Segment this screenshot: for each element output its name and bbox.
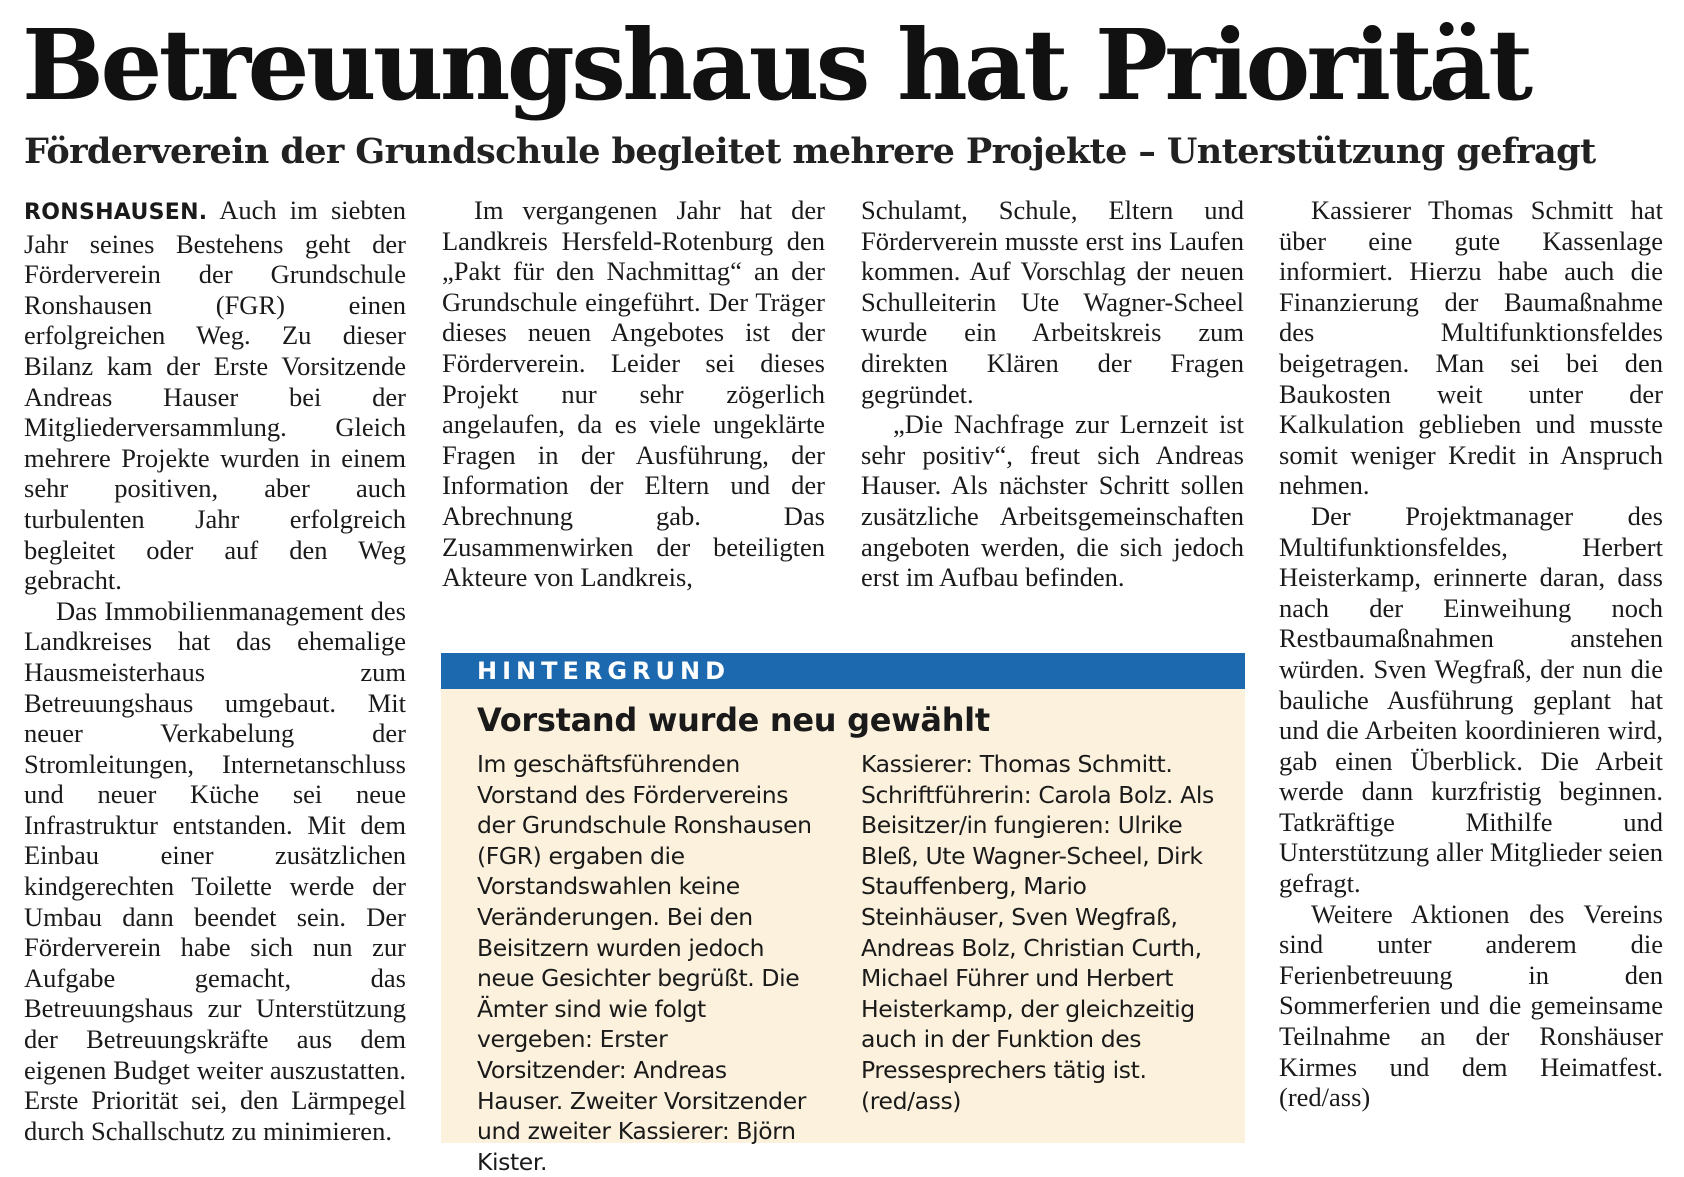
article-paragraph xyxy=(24,195,406,596)
info-box-title: Vorstand wurde neu gewählt xyxy=(477,701,990,739)
article-paragraph: „Die Nachfrage zur Lernzeit ist sehr positiv“, freut sich Andreas Hauser. Als nächster Schritt sollen zusätzliche Arbeitsgemeinschaften angeboten werden, die sich jedoch erst im Aufbau befinden. xyxy=(861,409,1244,593)
article-paragraph: Das Immobilienmanagement des Landkreises hat das ehemalige Hausmeisterhaus zum Betreuungshaus umgebaut. Mit neuer Verkabelung der Stromleitungen, Internetanschluss und neuer Küche sei neue Infrastruktur entstanden. Mit dem Einbau einer zusätzlichen kindgerechten Toilette werde der Umbau dann beendet sein. Der Förderverein habe sich nun zur Aufgabe gemacht, das Betreuungshaus zur Unterstützung der Betreuungskräfte aus dem eigenen Budget weiter auszustatten. Erste Priorität sei, den Lärmpegel durch Schallschutz zu minimieren. xyxy=(24,595,406,1146)
background-info-box xyxy=(441,653,1245,1176)
article-column-1 xyxy=(24,195,406,1146)
subheadline: Förderverein der Grundschule begleitet mehrere Projekte – Unterstützung gefragt xyxy=(24,131,1596,172)
info-box-text: Im geschäftsführenden Vorstand des Fördervereins der Grundschule Ronshausen (FGR) ergaben die Vorstandswahlen keine Veränderungen. Bei den Beisitzern wurden jedoch neue Gesichter begrüßt. Die Ämter sind wie folgt vergeben: Erster Vorsitzender: Andreas Hauser. Zweiter Vorsitzender und zweiter Kassierer: Björn Kister. xyxy=(477,750,812,1176)
info-box-column-2 xyxy=(861,749,1221,1116)
headline: Betreuungshaus hat Priorität xyxy=(22,8,1530,122)
article-column-3 xyxy=(861,195,1244,593)
article-column-2 xyxy=(442,195,825,593)
article-paragraph: Der Projektmanager des Multifunktionsfeldes, Herbert Heisterkamp, erinnerte daran, dass nach der Einweihung noch Restbaumaßnahmen anstehen würden. Sven Wegfraß, der nun die bauliche Ausführung geplant hat und die Arbeiten koordinieren wird, gab einen Überblick. Die Arbeit werde dann kurzfristig beginnen. Tatkräftige Mithilfe und Unterstützung aller Mitglieder seien gefragt. xyxy=(1279,500,1663,899)
article-paragraph: Kassierer Thomas Schmitt hat über eine gute Kassenlage informiert. Hierzu habe auch die Finanzierung der Baumaßnahme des Multifunktionsfeldes beigetragen. Man sei bei den Baukosten weit unter der Kalkulation geblieben und musste somit weniger Kredit in Anspruch nehmen. xyxy=(1279,195,1663,501)
article-paragraph: Weitere Aktionen des Vereins sind unter anderem die Ferienbetreuung in den Sommerferien und die gemeinsame Teilnahme an der Ronshäuser Kirmes und dem Heimatfest. (red/ass) xyxy=(1279,898,1663,1113)
paragraph-text: Auch im siebten Jahr seines Bestehens geht der Förderverein der Grundschule Ronshausen (FGR) einen erfolgreichen Weg. Zu dieser Bilanz kam der Erste Vorsitzende Andreas Hauser bei der Mitgliederversammlung. Gleich mehrere Projekte wurden in einem sehr positiven, aber auch turbulenten Jahr erfolgreich begleitet oder auf den Weg gebracht. xyxy=(24,195,407,596)
dateline: RONSHAUSEN. xyxy=(24,200,208,225)
article-paragraph: Im vergangenen Jahr hat der Landkreis Hersfeld-Rotenburg den „Pakt für den Nachmittag“ an der Grundschule eingeführt. Der Träger dieses neuen Angebotes ist der Förderverein. Leider sei dieses Projekt nur sehr zögerlich angelaufen, da es viele ungeklärte Fragen in der Ausführung, der Information der Eltern und der Abrechnung gab. Das Zusammenwirken der beteiligten Akteure von Landkreis, xyxy=(442,195,825,593)
info-box-text: Kassierer: Thomas Schmitt. Schriftführerin: Carola Bolz. Als Beisitzer/in fungieren: Ulrike Bleß, Ute Wagner-Scheel, Dirk Stauffenberg, Mario Steinhäuser, Sven Wegfraß, Andreas Bolz, Christian Curth, Michael Führer und Herbert Heisterkamp, der gleichzeitig auch in der Funktion des Pressesprechers tätig ist. (red/ass) xyxy=(861,750,1214,1115)
info-box-label: HINTERGRUND xyxy=(441,653,1245,689)
article-paragraph: Schulamt, Schule, Eltern und Förderverein musste erst ins Laufen kommen. Auf Vorschlag der neuen Schulleiterin Ute Wagner-Scheel wurde ein Arbeitskreis zum direkten Klären der Fragen gegründet. xyxy=(861,195,1244,409)
article-column-4 xyxy=(1279,195,1663,1113)
info-box-column-1 xyxy=(477,749,817,1177)
